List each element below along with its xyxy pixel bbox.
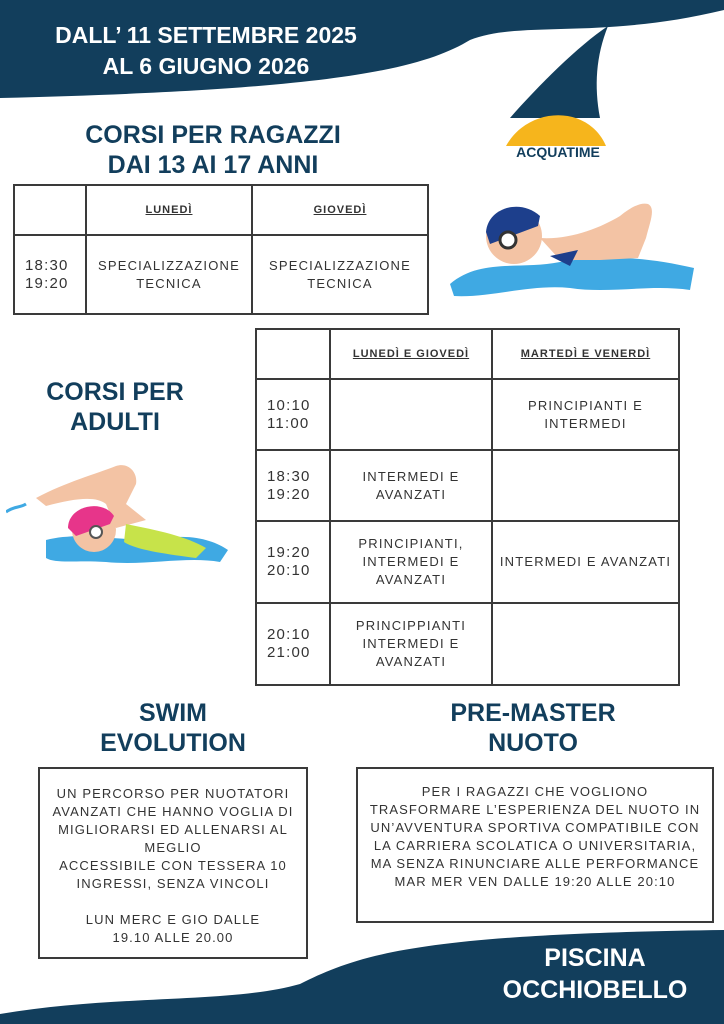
- logo-text: ACQUATIME: [516, 144, 600, 160]
- time-cell: 19:20 20:10: [256, 521, 330, 603]
- pre-master-title: [400, 698, 666, 758]
- header-cell: GIOVEDÌ: [252, 185, 428, 235]
- table-header-row: [14, 185, 428, 235]
- table-row: [256, 521, 679, 603]
- adults-title: [30, 377, 200, 437]
- time-cell: 18:30 19:20: [256, 450, 330, 521]
- table-row: [256, 379, 679, 450]
- date-line-1: DALL’ 11 SETTEMBRE 2025: [55, 22, 357, 48]
- header-cell: [256, 329, 330, 379]
- table-cell: [492, 450, 679, 521]
- time-cell: 18:30 19:20: [14, 235, 86, 314]
- swim-evolution-title-line1: SWIM: [138, 699, 208, 727]
- table-cell: PRINCIPPIANTI INTERMEDI E AVANZATI: [330, 603, 492, 685]
- header-cell: MARTEDÌ E VENERDÌ: [492, 329, 679, 379]
- header-cell: [14, 185, 86, 235]
- table-cell: PRINCIPIANTI, INTERMEDI E AVANZATI: [330, 521, 492, 603]
- table-cell: [330, 379, 492, 450]
- pre-master-box: [356, 767, 714, 923]
- table-row: [256, 450, 679, 521]
- adults-schedule-table: [255, 328, 680, 686]
- teens-title: [70, 120, 356, 180]
- teens-title-line2: DAI 13 AI 17 ANNI: [107, 151, 319, 179]
- table-header-row: [256, 329, 679, 379]
- swimmer-woman-illustration: [6, 458, 230, 568]
- time-cell: 20:10 21:00: [256, 603, 330, 685]
- swim-evolution-title-line2: EVOLUTION: [100, 729, 246, 757]
- swim-evolution-title: [50, 698, 296, 758]
- table-cell: SPECIALIZZAZIONE TECNICA: [252, 235, 428, 314]
- header-cell: LUNEDÌ E GIOVEDÌ: [330, 329, 492, 379]
- teens-schedule-table: [13, 184, 429, 315]
- table-cell: SPECIALIZZAZIONE TECNICA: [86, 235, 252, 314]
- swimmer-boy-illustration: [450, 198, 694, 302]
- swim-evolution-description: UN PERCORSO PER NUOTATORI AVANZATI CHE HANNO VOGLIA DI MIGLIORARSI ED ALLENARSI AL MEGLIO: [52, 786, 294, 855]
- table-cell: INTERMEDI E AVANZATI: [492, 521, 679, 603]
- pre-master-title-line2: NUOTO: [488, 729, 578, 757]
- pre-master-schedule: MAR MER VEN DALLE 19:20 ALLE 20:10: [394, 874, 676, 889]
- adults-title-line1: CORSI PER: [46, 378, 184, 406]
- table-cell: INTERMEDI E AVANZATI: [330, 450, 492, 521]
- swim-evolution-access: ACCESSIBILE CON TESSERA 10 INGRESSI, SENZA VINCOLI: [59, 858, 287, 891]
- acquatime-logo: [498, 26, 618, 166]
- footer-line-1: PISCINA: [544, 944, 646, 972]
- adults-title-line2: ADULTI: [70, 408, 160, 436]
- table-row: [14, 235, 428, 314]
- date-line-2: AL 6 GIUGNO 2026: [102, 53, 310, 79]
- swim-evolution-schedule: LUN MERC E GIO DALLE 19.10 ALLE 20.00: [85, 912, 261, 945]
- table-cell: [492, 603, 679, 685]
- time-cell: 10:10 11:00: [256, 379, 330, 450]
- footer-line-2: OCCHIOBELLO: [502, 976, 688, 1004]
- table-row: [256, 603, 679, 685]
- pre-master-title-line1: PRE-MASTER: [450, 699, 616, 727]
- table-cell: PRINCIPIANTI E INTERMEDI: [492, 379, 679, 450]
- header-cell: LUNEDÌ: [86, 185, 252, 235]
- teens-title-line1: CORSI PER RAGAZZI: [85, 121, 341, 149]
- pre-master-description: PER I RAGAZZI CHE VOGLIONO TRASFORMARE L’ESPERIENZA DEL NUOTO IN UN’AVVENTURA SPORTIVA COMPATIBILE CON LA CARRIERA SCOLATICA O UNIVERSITARIA, MA SENZA RINUNCIARE ALLE PERFORMANCE: [369, 784, 701, 871]
